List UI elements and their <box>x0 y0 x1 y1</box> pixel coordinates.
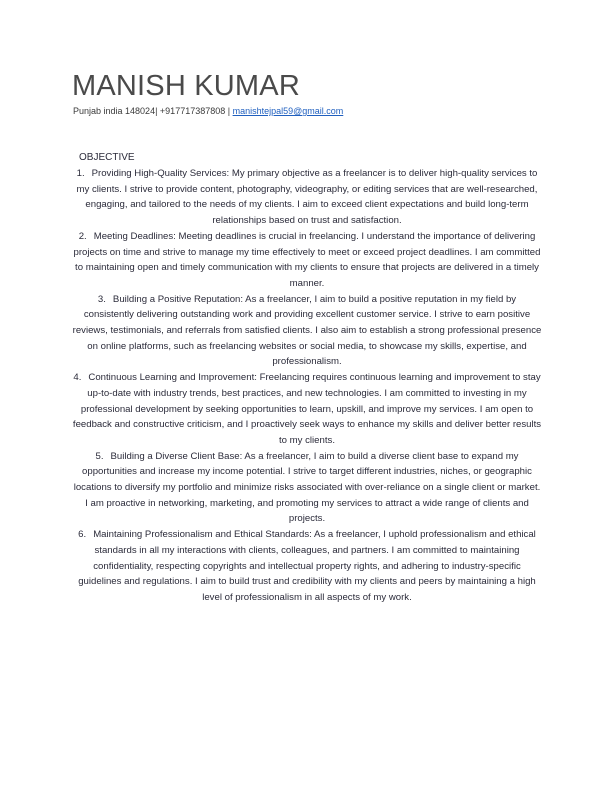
objective-text: Building a Diverse Client Base: As a freelancer, I aim to build a diverse client base to expand my opportunities and increase my income potential. I strive to target different industries, niches, or geographic locations to diversify my portfolio and minimize risks associated with over-reliance on a single client or market. I am proactive in networking, marketing, and promoting my services to attract a wide range of clients and projects. <box>73 450 541 525</box>
objective-number: 1. <box>76 168 85 179</box>
objective-number: 6. <box>78 529 87 541</box>
objective-number: 2. <box>78 230 87 242</box>
phone-text: +917717387808 <box>159 106 226 116</box>
objective-list <box>72 166 542 606</box>
email-link[interactable]: manishtejpal59@gmail.com <box>232 106 344 116</box>
objective-number: 3. <box>97 293 106 305</box>
objective-text: Providing High-Quality Services: My primary objective as a freelancer is to deliver high-quality services to my clients. I strive to provide content, photography, videography, or editing services that are well-researched, engaging, and tailored to the needs of my clients. I aim to exceed client expectations and build long-term relationships based on trust and satisfaction. <box>76 168 538 227</box>
objective-text: Continuous Learning and Improvement: Freelancing requires continuous learning and improvement to stay up-to-date with industry trends, best practices, and new technologies. I am committed to investing in my professional development by seeking opportunities to learn, upskill, and improve my services. I am open to feedback and constructive criticism, and I proactively seek ways to enhance my skills and deliver better results to my clients. <box>72 372 542 446</box>
objective-item-2 <box>72 229 542 292</box>
contact-line: Punjab india 148024| +917717387808 | manishtejpal59@gmail.com <box>73 106 344 116</box>
objective-item-3 <box>72 292 542 371</box>
objective-item-6 <box>72 527 542 606</box>
objective-number: 4. <box>73 372 82 384</box>
objective-heading: OBJECTIVE <box>79 152 135 163</box>
candidate-name: MANISH KUMAR <box>72 70 300 102</box>
objective-text: Maintaining Professionalism and Ethical Standards: As a freelancer, I uphold professionalism and ethical standards in all my interactions with clients, colleagues, and partners. I am committed to maintaining confidentiality, respecting copyrights and intellectual property rights, and adhering to industry-specific guidelines and regulations. I aim to build trust and credibility with my clients and peers by maintaining a high level of professionalism in all aspects of my work. <box>78 529 536 603</box>
objective-number: 5. <box>95 450 104 462</box>
objective-item-4 <box>72 370 542 449</box>
objective-text: Building a Positive Reputation: As a freelancer, I aim to build a positive reputation in my field by consistently delivering outstanding work and providing excellent customer service. I strive to earn positive reviews, testimonials, and referrals from satisfied clients. I also aim to establish a strong professional presence on online platforms, such as freelancing websites or social media, to showcase my skills, expertise, and professionalism. <box>72 293 542 368</box>
location-text: Punjab india 148024 <box>73 106 156 116</box>
objective-text: Meeting Deadlines: Meeting deadlines is crucial in freelancing. I understand the importance of delivering projects on time and strive to manage my time effectively to meet or exceed project deadlines. I am committed to maintaining open and timely communication with my clients to ensure that projects are delivered in a timely manner. <box>73 230 541 289</box>
objective-item-5 <box>72 449 542 528</box>
objective-item-1 <box>72 166 542 229</box>
